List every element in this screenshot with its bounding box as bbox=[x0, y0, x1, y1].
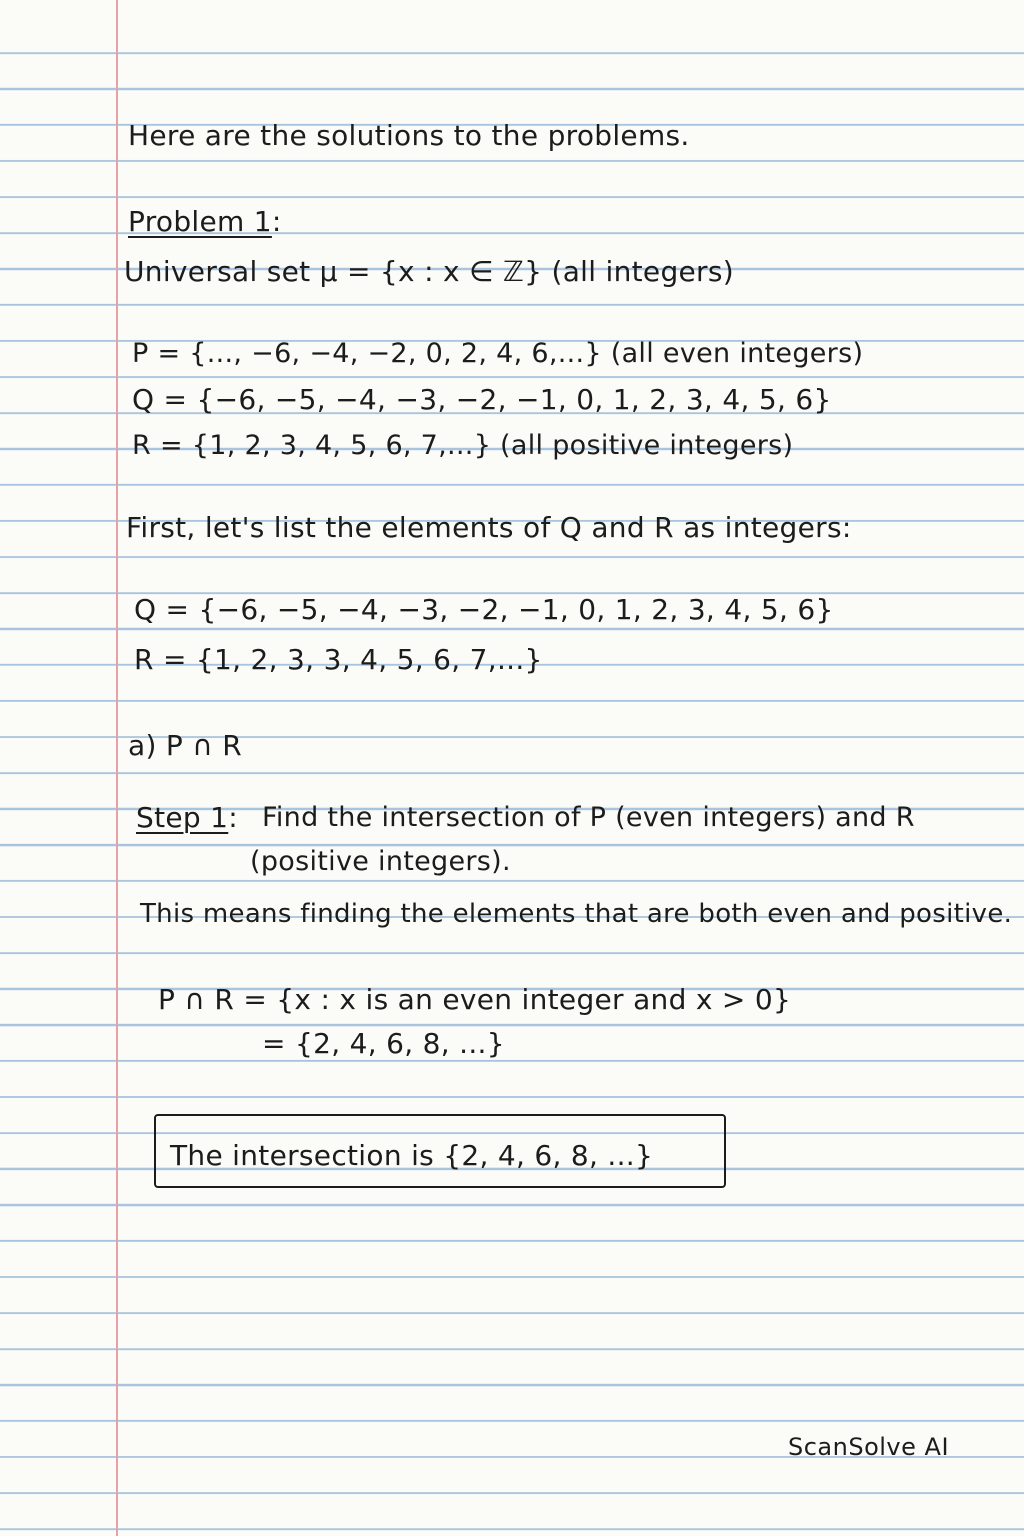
step1-label: Step 1 bbox=[136, 801, 229, 834]
listed-r: R = {1, 2, 3, 3, 4, 5, 6, 7,...} bbox=[134, 643, 543, 676]
work-line2: = {2, 4, 6, 8, ...} bbox=[262, 1027, 505, 1060]
problem-heading bbox=[128, 204, 282, 240]
set-q: Q = {−6, −5, −4, −3, −2, −1, 0, 1, 2, 3, 4, 5, 6} bbox=[132, 383, 832, 416]
brand-watermark: ScanSolve AI bbox=[788, 1433, 950, 1461]
problem-heading-colon: : bbox=[271, 205, 282, 238]
set-p: P = {..., −6, −4, −2, 0, 2, 4, 6,...} (all even integers) bbox=[132, 338, 864, 369]
meaning-text: This means finding the elements that are both even and positive. bbox=[140, 899, 1013, 929]
step1-line2: (positive integers). bbox=[250, 846, 511, 877]
problem-heading-label: Problem 1 bbox=[128, 205, 272, 238]
step1-colon: : bbox=[228, 801, 239, 834]
answer-text: The intersection is {2, 4, 6, 8, ...} bbox=[170, 1139, 654, 1172]
list-intro: First, let's list the elements of Q and R as integers: bbox=[126, 511, 852, 544]
intro-text: Here are the solutions to the problems. bbox=[128, 119, 690, 152]
step1-line1: Find the intersection of P (even integers) and R bbox=[262, 802, 915, 833]
margin-line bbox=[116, 0, 118, 1536]
part-a-heading: a) P ∩ R bbox=[128, 729, 243, 762]
listed-q: Q = {−6, −5, −4, −3, −2, −1, 0, 1, 2, 3, 4, 5, 6} bbox=[134, 593, 834, 626]
step1-heading bbox=[136, 800, 238, 836]
set-r: R = {1, 2, 3, 4, 5, 6, 7,...} (all positive integers) bbox=[132, 430, 794, 461]
work-line1: P ∩ R = {x : x is an even integer and x > 0} bbox=[158, 983, 792, 1016]
universal-set: Universal set μ = {x : x ∈ ℤ} (all integers) bbox=[124, 255, 734, 288]
